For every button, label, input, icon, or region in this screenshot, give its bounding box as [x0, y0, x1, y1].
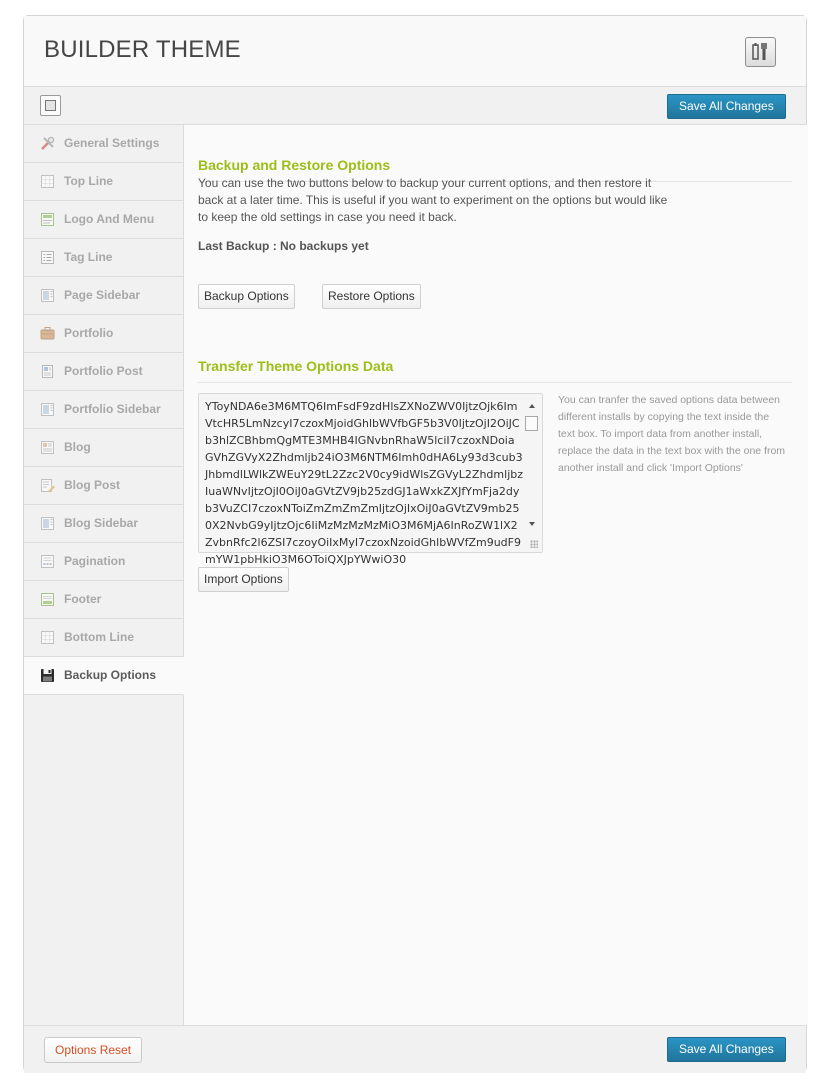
wrench-panel-icon — [745, 37, 776, 67]
sidebar-item-label: Blog Post — [64, 478, 120, 492]
sidebar-item-general-settings[interactable] — [24, 125, 183, 163]
scroll-down-icon[interactable] — [529, 522, 535, 526]
sidebar-item-logo-and-menu[interactable] — [24, 201, 183, 239]
briefcase-icon — [40, 326, 55, 341]
backup-description: You can use the two buttons below to backup your current options, and then restore it back at a later time. This is useful if you want to experiment on the options but would like to keep the old settings in case you need it back. — [198, 176, 668, 224]
sidebar-item-label: Page Sidebar — [64, 288, 141, 302]
tools-icon — [40, 136, 55, 151]
sidebar-item-label: Bottom Line — [64, 630, 134, 644]
sidebar-item-label: Portfolio Sidebar — [64, 402, 161, 416]
floppy-disk-icon — [40, 668, 55, 683]
logo-menu-icon — [40, 212, 55, 227]
sidebar-item-footer[interactable] — [24, 581, 183, 619]
sidebar-item-bottom-line[interactable] — [24, 619, 183, 657]
blog-icon — [40, 440, 55, 455]
sidebar-item-label: Footer — [64, 592, 102, 606]
sidebar-item-portfolio-sidebar[interactable] — [24, 391, 183, 429]
main-content — [184, 125, 808, 1025]
top-toolbar — [24, 87, 806, 125]
sidebar-item-label: Logo And Menu — [64, 212, 155, 226]
sidebar-item-label: Tag Line — [64, 250, 113, 264]
sidebar-item-blog-post[interactable] — [24, 467, 183, 505]
transfer-section-title: Transfer Theme Options Data — [198, 358, 394, 374]
options-data-textarea[interactable] — [198, 393, 543, 566]
list-icon — [40, 250, 55, 265]
scroll-thumb[interactable] — [525, 416, 538, 431]
sidebar-item-label: General Settings — [64, 136, 160, 150]
sidebar-item-label: Portfolio Post — [64, 364, 143, 378]
edit-post-icon — [40, 478, 55, 493]
options-reset-button[interactable]: Options Reset — [44, 1037, 142, 1063]
sidebar-item-label: Backup Options — [64, 668, 157, 682]
sidebar-item-page-sidebar[interactable] — [24, 277, 183, 315]
sidebar-icon — [40, 516, 55, 531]
save-all-changes-button-bottom[interactable]: Save All Changes — [667, 1037, 786, 1062]
footer-icon — [40, 592, 55, 607]
last-backup-status: Last Backup : No backups yet — [198, 239, 369, 253]
transfer-help-text: You can tranfer the saved options data between different installs by copying the text inside the text box. To import data from another install, replace the data in the text box with the one from another install and click 'Import Options' — [558, 394, 786, 474]
sidebar-item-pagination[interactable] — [24, 543, 183, 581]
sidebar-item-backup-options[interactable] — [24, 657, 184, 695]
sidebar-item-label: Portfolio — [64, 326, 114, 340]
resize-grip-icon[interactable] — [530, 540, 538, 548]
grid-icon — [40, 630, 55, 645]
import-options-button[interactable]: Import Options — [198, 567, 289, 592]
backup-options-button[interactable]: Backup Options — [198, 284, 295, 309]
options-data-text[interactable]: YToyNDA6e3M6MTQ6ImFsdF9zdHlsZXNoZWV0IjtzOjk6ImVtcHR5LmNzcyI7czoxMjoidGhlbWVfbGF5b3V0IjtzOjI2OiJCb3hlZCBhbmQgMTE3MHB4IGNvbnRhaW5lciI7czoxNDoiaGVhZGVyX2Zhdmljb24iO3M6NTM6Imh0dHA6Ly93d3cub3JhbmdlLWlkZWEuY29tL2Zzc2V0cy9idWlsZGVyL2ZhdmljbzIuaWNvIjtzOjI0OiJ0aGVtZV9jb25zdGJ1aWxkZXJfYmFja2dyb3VuZCI7czoxNToiZmZmZmZmIjtzOjIxOiJ0aGVtZV9mb250X2NvbG9yIjtzOjc6IiMzMzMzMzMiO3M6MjA6InRoZW1lX2ZvbnRfc2l6ZSI7czoyOiIxMyI7czoxNzoidGhlbWVfZm9udF9mYW1pbHkiO3M6OToiQXJpYWwiO30 — [205, 400, 524, 566]
sidebar-item-portfolio[interactable] — [24, 315, 183, 353]
sidebar-item-tag-line[interactable] — [24, 239, 183, 277]
backup-section-title: Backup and Restore Options — [198, 157, 391, 173]
scroll-up-icon[interactable] — [529, 404, 535, 408]
sidebar-item-label: Blog Sidebar — [64, 516, 139, 530]
grid-icon — [40, 174, 55, 189]
panel-footer — [24, 1025, 806, 1073]
expand-toggle-icon[interactable] — [40, 95, 61, 116]
options-panel — [23, 15, 807, 1072]
sidebar-item-label: Pagination — [64, 554, 126, 568]
transfer-section-divider — [198, 382, 792, 383]
sidebar-item-blog-sidebar[interactable] — [24, 505, 183, 543]
panel-header — [24, 16, 806, 87]
sidebar-nav — [24, 125, 184, 1025]
page-title: BUILDER THEME — [44, 36, 241, 63]
sidebar-item-blog[interactable] — [24, 429, 183, 467]
sidebar-icon — [40, 402, 55, 417]
textarea-scrollbar[interactable] — [525, 400, 539, 546]
restore-options-button[interactable]: Restore Options — [322, 284, 421, 309]
sidebar-item-label: Top Line — [64, 174, 114, 188]
save-all-changes-button-top[interactable]: Save All Changes — [667, 94, 786, 119]
sidebar-item-label: Blog — [64, 440, 91, 454]
sidebar-item-top-line[interactable] — [24, 163, 183, 201]
pagination-icon — [40, 554, 55, 569]
sidebar-item-portfolio-post[interactable] — [24, 353, 183, 391]
sidebar-icon — [40, 288, 55, 303]
document-icon — [40, 364, 55, 379]
